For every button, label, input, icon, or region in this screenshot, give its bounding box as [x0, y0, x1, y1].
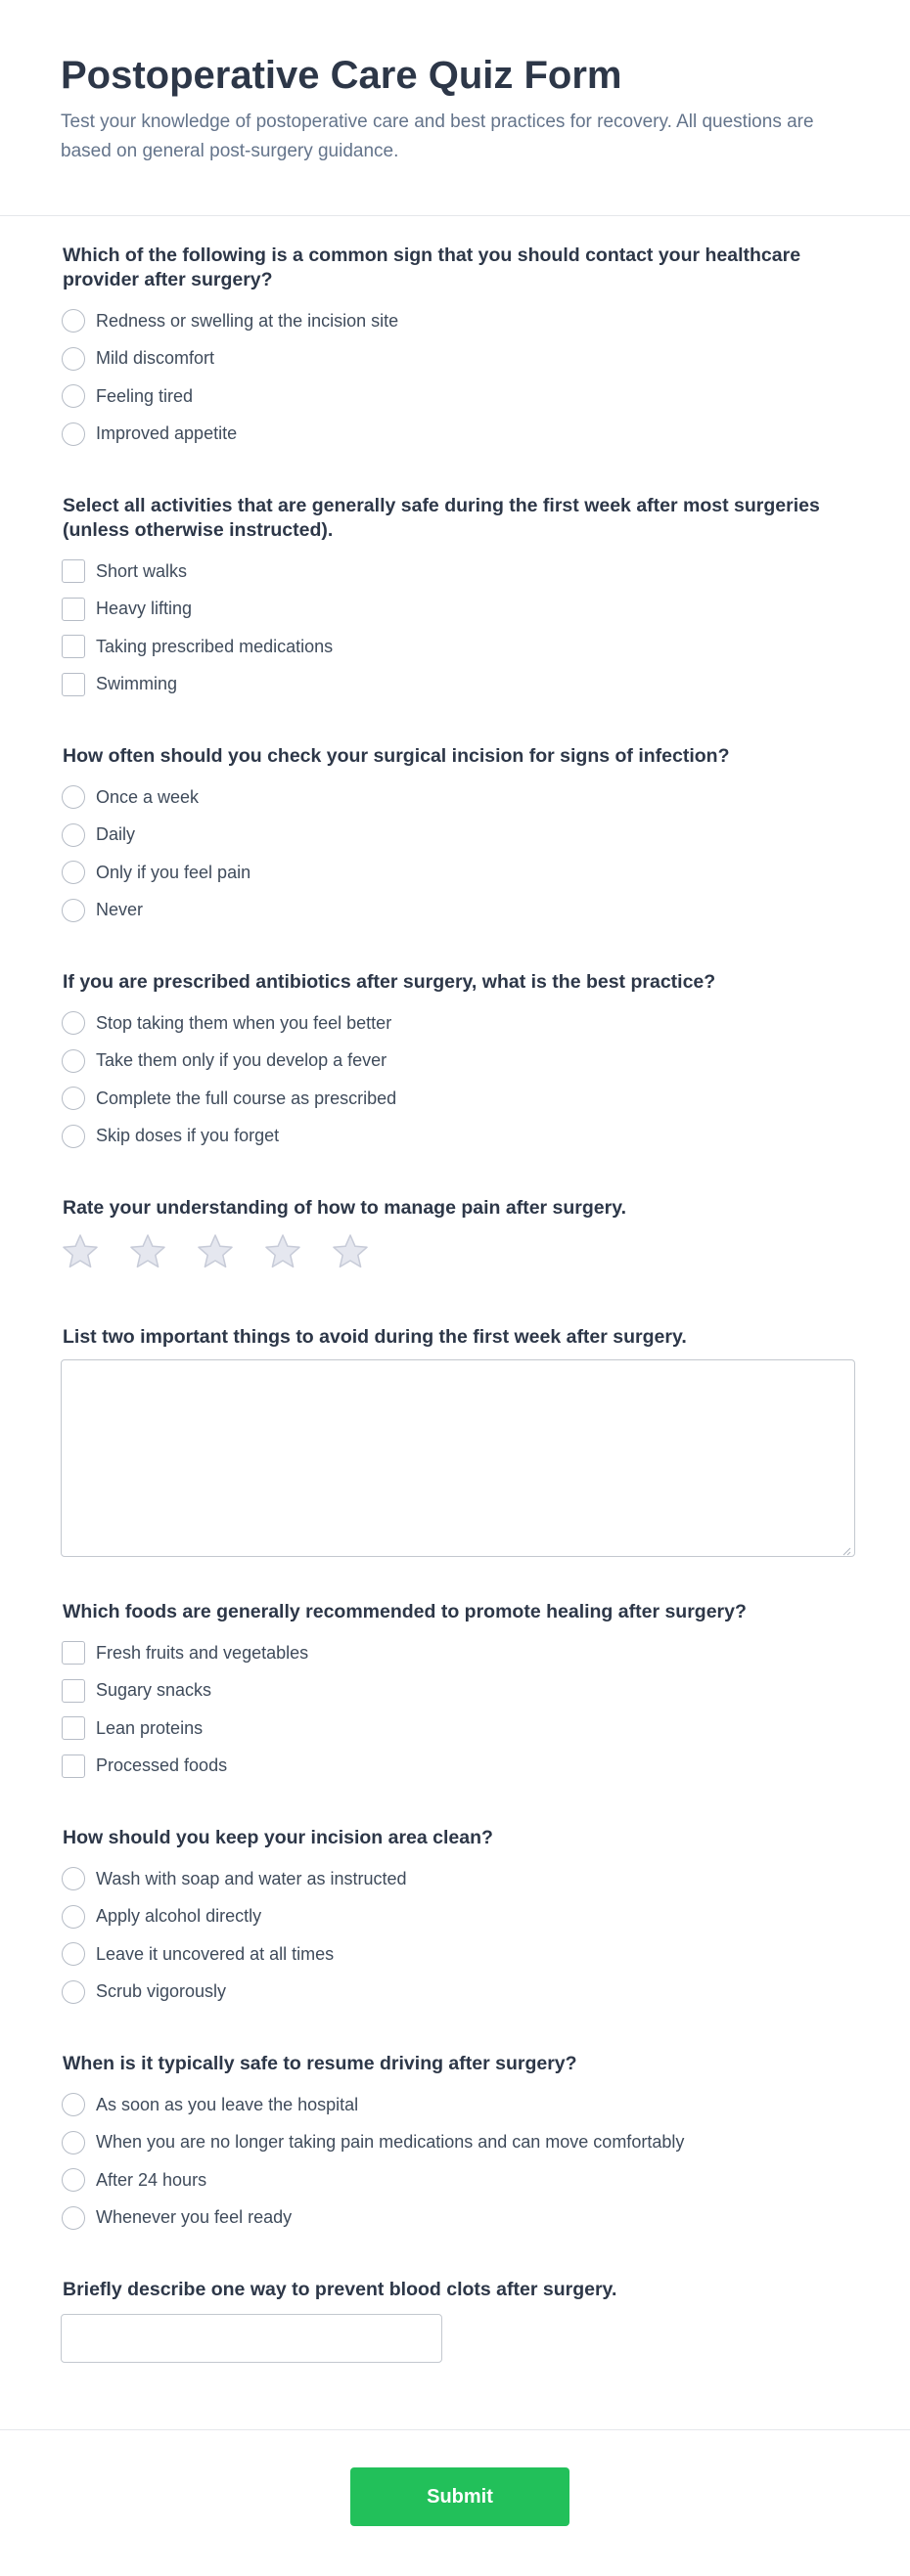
radio-button[interactable]	[62, 347, 85, 371]
option-label: Only if you feel pain	[96, 862, 251, 882]
option-label: Mild discomfort	[96, 348, 215, 369]
checkbox[interactable]	[62, 635, 85, 658]
star-icon[interactable]	[331, 1232, 370, 1276]
option-label: As soon as you leave the hospital	[96, 2094, 359, 2114]
option-label: Sugary snacks	[96, 1680, 212, 1701]
radio-option[interactable]	[63, 1935, 847, 1974]
page-title: Postoperative Care Quiz Form	[61, 54, 622, 97]
checkbox-option[interactable]	[63, 1672, 847, 1710]
star-icon[interactable]	[61, 1232, 100, 1276]
checkbox[interactable]	[62, 673, 85, 696]
checkbox-option[interactable]	[63, 553, 847, 591]
radio-option[interactable]	[63, 2124, 847, 2162]
question-1	[63, 244, 847, 453]
question-9	[63, 2052, 847, 2237]
radio-button[interactable]	[62, 785, 85, 809]
radio-option[interactable]	[63, 2086, 847, 2124]
option-label: Complete the full course as prescribed	[96, 1088, 397, 1108]
radio-option[interactable]	[63, 1080, 847, 1118]
question-label: How should you keep your incision area clean?	[63, 1827, 493, 1848]
option-label: Wash with soap and water as instructed	[96, 1868, 407, 1888]
checkbox[interactable]	[62, 1641, 85, 1665]
radio-button[interactable]	[62, 861, 85, 884]
radio-option[interactable]	[63, 416, 847, 454]
option-label: Redness or swelling at the incision site	[96, 310, 399, 331]
answer-text-input[interactable]	[61, 2314, 442, 2363]
option-label: Fresh fruits and vegetables	[96, 1642, 309, 1663]
radio-option[interactable]	[63, 1004, 847, 1043]
radio-option[interactable]	[63, 2161, 847, 2199]
quiz-form	[0, 216, 910, 2363]
resize-handle-icon[interactable]	[842, 1543, 851, 1553]
radio-option[interactable]	[63, 1974, 847, 2012]
option-label: Never	[96, 900, 144, 920]
question-3	[63, 744, 847, 929]
radio-option[interactable]	[63, 378, 847, 416]
radio-option[interactable]	[63, 778, 847, 817]
radio-option[interactable]	[63, 1118, 847, 1156]
checkbox[interactable]	[62, 559, 85, 583]
question-label: Which foods are generally recommended to promote healing after surgery?	[63, 1601, 747, 1622]
radio-button[interactable]	[62, 1087, 85, 1110]
radio-option[interactable]	[63, 302, 847, 340]
option-label: Lean proteins	[96, 1717, 204, 1738]
checkbox[interactable]	[62, 598, 85, 621]
submit-button[interactable]: Submit	[350, 2467, 569, 2526]
question-2	[63, 494, 847, 703]
radio-button[interactable]	[62, 1011, 85, 1035]
option-label: Feeling tired	[96, 385, 194, 406]
question-8	[63, 1826, 847, 2011]
option-label: Swimming	[96, 674, 178, 694]
page-description: Test your knowledge of postoperative care and best practices for recovery. All questions are based on general post-surgery guidance.	[61, 111, 814, 161]
radio-button[interactable]	[62, 384, 85, 408]
radio-button[interactable]	[62, 2206, 85, 2230]
option-label: Once a week	[96, 786, 200, 807]
radio-button[interactable]	[62, 309, 85, 333]
radio-button[interactable]	[62, 1125, 85, 1148]
radio-button[interactable]	[62, 1980, 85, 2004]
radio-button[interactable]	[62, 422, 85, 446]
question-4	[63, 970, 847, 1155]
question-label: How often should you check your surgical incision for signs of infection?	[63, 745, 730, 767]
radio-button[interactable]	[62, 2093, 85, 2116]
radio-button[interactable]	[62, 823, 85, 847]
option-label: When you are no longer taking pain medications and can move comfortably	[96, 2132, 685, 2153]
radio-button[interactable]	[62, 1942, 85, 1966]
option-label: Apply alcohol directly	[96, 1906, 262, 1927]
radio-option[interactable]	[63, 854, 847, 892]
radio-option[interactable]	[63, 1898, 847, 1936]
option-label: Stop taking them when you feel better	[96, 1012, 392, 1033]
question-label: Rate your understanding of how to manage pain after surgery.	[63, 1197, 627, 1219]
star-icon[interactable]	[196, 1232, 235, 1276]
question-7	[63, 1600, 847, 1785]
radio-option[interactable]	[63, 340, 847, 378]
question-label: List two important things to avoid during the first week after surgery.	[63, 1326, 687, 1348]
radio-option[interactable]	[63, 1860, 847, 1898]
option-label: Leave it uncovered at all times	[96, 1943, 335, 1964]
question-label: When is it typically safe to resume driving after surgery?	[63, 2053, 577, 2074]
checkbox-option[interactable]	[63, 591, 847, 629]
option-label: Processed foods	[96, 1755, 228, 1776]
radio-button[interactable]	[62, 2168, 85, 2192]
radio-option[interactable]	[63, 2199, 847, 2238]
radio-option[interactable]	[63, 1043, 847, 1081]
radio-button[interactable]	[62, 1867, 85, 1890]
question-label: Which of the following is a common sign that you should contact your healthcare provider after surgery?	[63, 244, 801, 290]
star-rating	[61, 1232, 847, 1276]
form-footer	[0, 2429, 910, 2576]
option-label: Take them only if you develop a fever	[96, 1050, 387, 1071]
option-label: Skip doses if you forget	[96, 1126, 280, 1146]
checkbox-option[interactable]	[63, 628, 847, 666]
checkbox-option[interactable]	[63, 1710, 847, 1748]
question-5	[63, 1196, 847, 1276]
option-label: Heavy lifting	[96, 599, 193, 619]
question-label: Briefly describe one way to prevent blood clots after surgery.	[63, 2279, 617, 2300]
option-label: Scrub vigorously	[96, 1981, 227, 2002]
radio-option[interactable]	[63, 892, 847, 930]
checkbox[interactable]	[62, 1716, 85, 1740]
radio-button[interactable]	[62, 2131, 85, 2154]
option-label: After 24 hours	[96, 2169, 207, 2190]
question-label: Select all activities that are generally safe during the first week after most surgeries (unless otherwise instructed).	[63, 495, 820, 541]
checkbox[interactable]	[62, 1754, 85, 1778]
option-label: Daily	[96, 824, 136, 845]
checkbox[interactable]	[62, 1679, 85, 1703]
option-label: Taking prescribed medications	[96, 636, 334, 656]
radio-button[interactable]	[62, 899, 85, 922]
form-header	[0, 0, 910, 216]
option-label: Whenever you feel ready	[96, 2207, 293, 2228]
checkbox-option[interactable]	[63, 1634, 847, 1672]
radio-button[interactable]	[62, 1049, 85, 1073]
question-6	[63, 1325, 847, 1557]
answer-textarea[interactable]	[61, 1359, 855, 1557]
star-icon[interactable]	[263, 1232, 302, 1276]
option-label: Improved appetite	[96, 423, 238, 444]
radio-button[interactable]	[62, 1905, 85, 1929]
checkbox-option[interactable]	[63, 1748, 847, 1786]
option-label: Short walks	[96, 560, 188, 581]
checkbox-option[interactable]	[63, 666, 847, 704]
radio-option[interactable]	[63, 817, 847, 855]
star-icon[interactable]	[128, 1232, 167, 1276]
question-10	[63, 2278, 847, 2363]
question-label: If you are prescribed antibiotics after surgery, what is the best practice?	[63, 971, 716, 993]
